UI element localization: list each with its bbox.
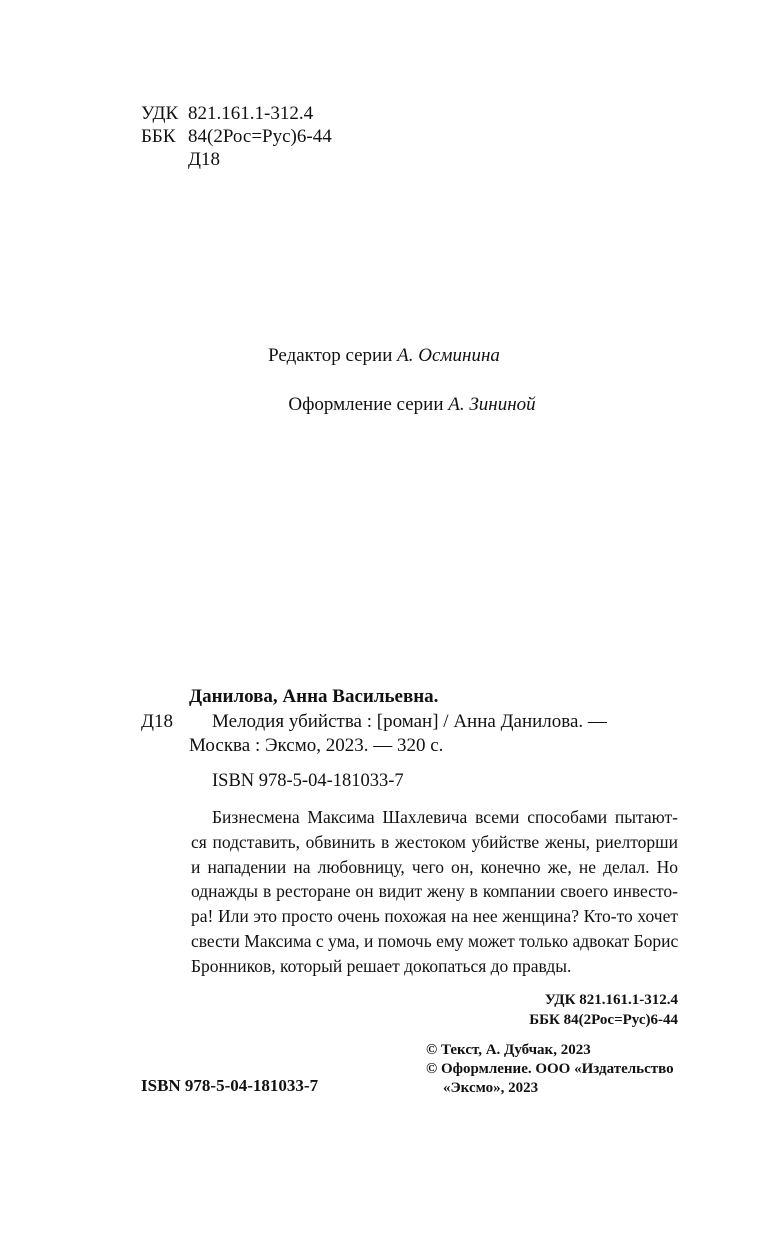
record-annotation (191, 805, 678, 979)
bbk-line (141, 126, 332, 148)
bbk-value: 84(2Рос=Рус)6-44 (188, 126, 332, 147)
udk-label: УДК (141, 103, 179, 124)
record-isbn: ISBN 978-5-04-181033-7 (212, 771, 404, 791)
series-editor-name: А. Осминина (397, 345, 500, 366)
annotation-line: однажды в ресторане он видит жену в компании своего инвесто- (191, 881, 678, 902)
copyright-design-1: © Оформление. ООО «Издательство (426, 1061, 674, 1077)
annotation-line: свести Максима с ума, и помочь ему может только адвокат Борис (191, 930, 679, 951)
bottom-isbn: ISBN 978-5-04-181033-7 (141, 1076, 319, 1095)
bbk-label: ББК (141, 126, 176, 147)
author-mark: Д18 (188, 149, 220, 170)
record-title-line: Мелодия убийства : [роман] / Анна Данилова. — (212, 711, 607, 732)
annotation-line: и нападении на любовницу, чего он, конечно же, не делал. Но (191, 856, 678, 877)
series-design-prefix: Оформление серии (288, 394, 444, 415)
copyright-text: © Текст, А. Дубчак, 2023 (426, 1042, 591, 1058)
annotation-line: Бронников, который решает докопаться до правды. (191, 955, 572, 976)
annotation-line: ся подставить, обвинить в жестоком убийстве жены, риелторши (191, 831, 678, 852)
annotation-line: ра! Или это просто очень похожая на нее женщина? Кто-то хочет (191, 906, 678, 927)
record-imprint-line: Москва : Эксмо, 2023. — 320 с. (189, 735, 444, 756)
udk-line (141, 103, 313, 125)
annotation-line: Бизнесмена Максима Шахлевича всеми способами пытают- (212, 807, 678, 827)
record-author: Данилова, Анна Васильевна. (189, 686, 439, 707)
record-bbk: ББК 84(2Рос=Рус)6-44 (529, 1012, 678, 1028)
record-udk: УДК 821.161.1-312.4 (544, 992, 678, 1008)
record-mark: Д18 (141, 711, 173, 732)
series-editor-prefix: Редактор серии (268, 345, 393, 366)
series-design (0, 394, 768, 416)
series-design-name: А. Зининой (448, 394, 536, 415)
copyright-design-2: «Эксмо», 2023 (443, 1080, 539, 1096)
series-editor (0, 345, 768, 367)
udk-value: 821.161.1-312.4 (188, 103, 314, 124)
